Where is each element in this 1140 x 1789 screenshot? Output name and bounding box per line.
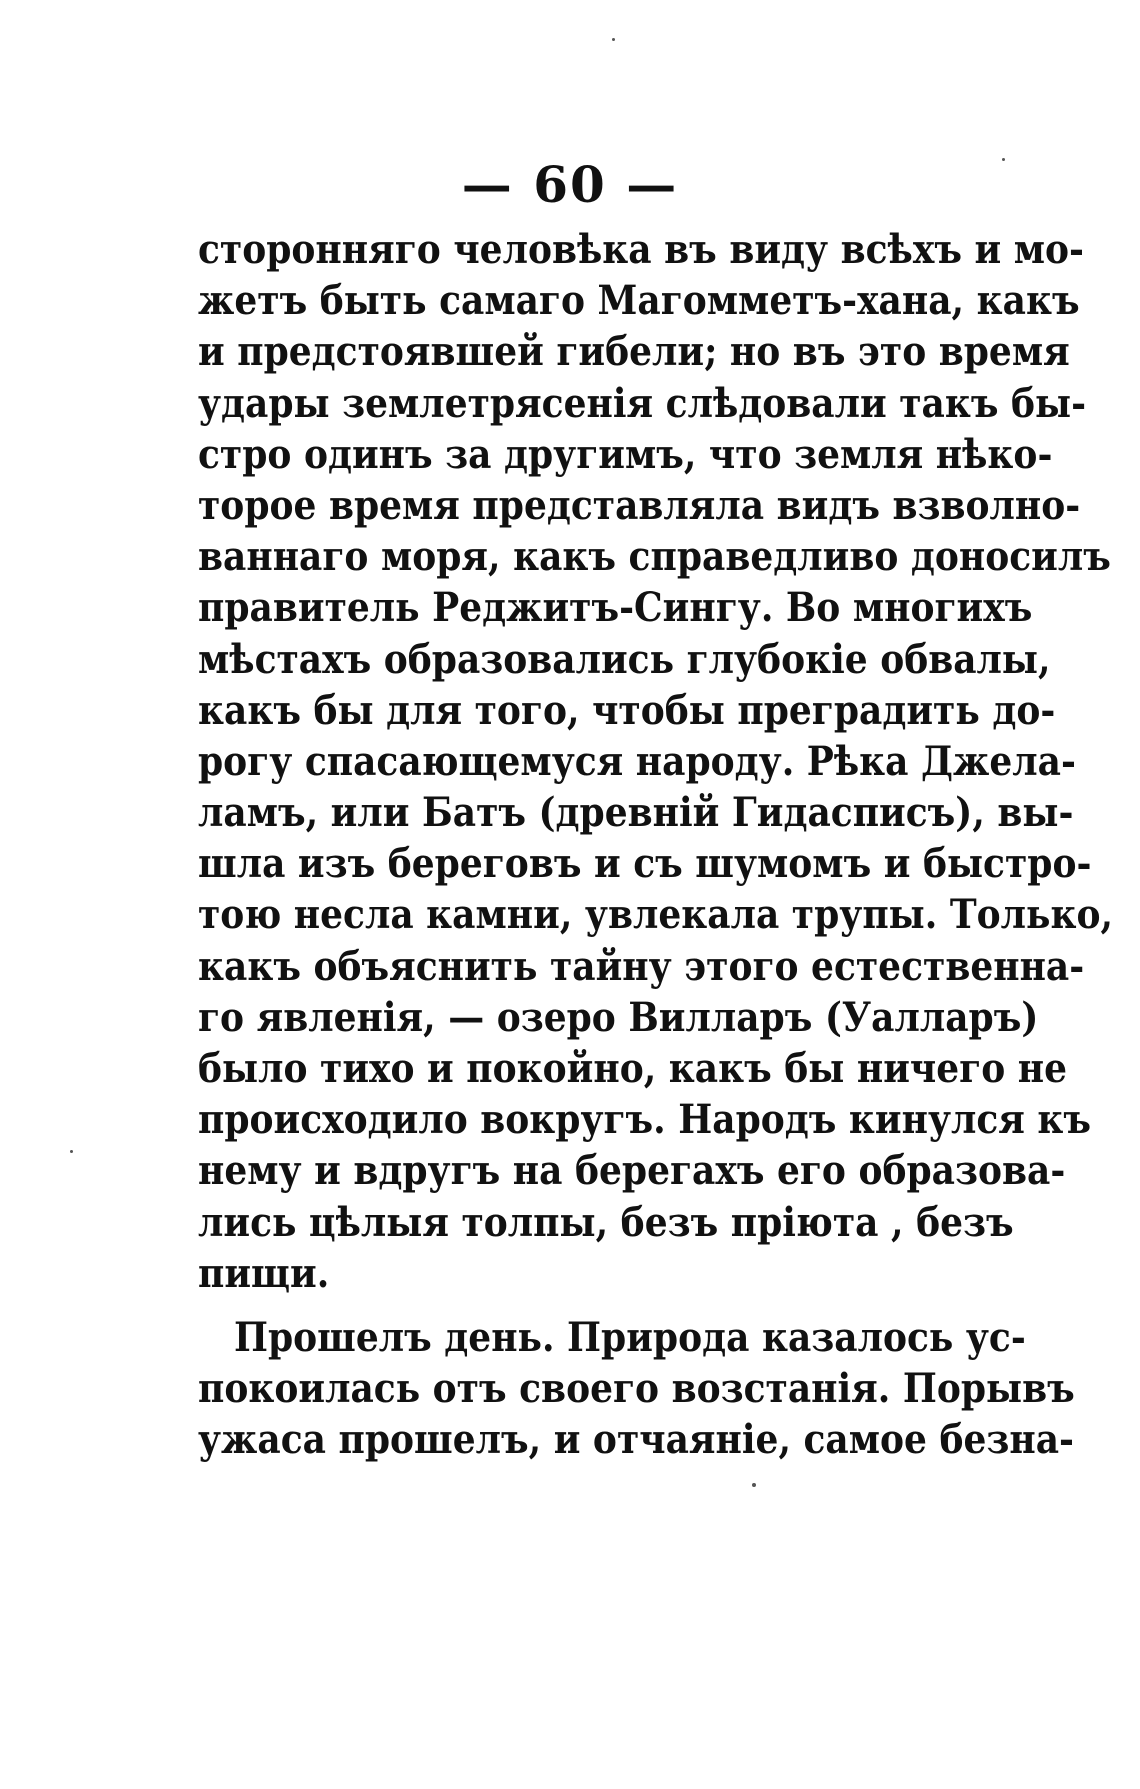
text-line: ламъ, или Батъ (древній Гидасписъ), вы- — [198, 789, 1074, 837]
text-line: правитель Реджитъ-Сингу. Во многихъ — [198, 584, 1033, 632]
text-line: стро одинъ за другимъ, что земля нѣко- — [198, 430, 1053, 478]
text-line: какъ объяснить тайну этого естественна- — [198, 942, 1085, 990]
text-line: торое время представляла видъ взволно- — [198, 481, 1081, 529]
text-line: Прошелъ день. Природа казалось ус- — [234, 1314, 1026, 1361]
page-number: — 60 — — [461, 155, 679, 214]
scan-speck — [752, 1483, 756, 1487]
text-line: стороннягo человѣка въ виду всѣхъ и мо- — [198, 226, 1084, 273]
text-line: го явленія, — озеро Вилларъ (Уалларъ) — [198, 993, 1039, 1041]
text-line: ваннаго моря, какъ справедливо доносилъ — [198, 533, 1111, 581]
text-line: тою несла камни, увлекала трупы. Только, — [198, 891, 1114, 939]
text-line: мѣстахъ образовались глубокіе обвалы, — [198, 635, 1051, 683]
paragraph-1 — [198, 224, 1114, 1299]
text-line: удары землетрясенія слѣдовали такъ бы- — [198, 379, 1087, 427]
text-line: пищи. — [198, 1249, 330, 1297]
paragraph-2 — [198, 1312, 1075, 1466]
scan-speck — [70, 1150, 73, 1153]
text-line: и предстоявшей гибели; но въ это время — [198, 328, 1070, 376]
scan-speck — [1002, 158, 1005, 161]
text-line: жетъ быть самаго Магомметъ-хана, какъ — [198, 277, 1080, 325]
text-line: нему и вдругъ на берегахъ его образова- — [198, 1147, 1066, 1195]
text-line: какъ бы для того, чтобы преградить до- — [198, 686, 1056, 734]
text-line: покоилась отъ своего возстанія. Порывъ — [198, 1365, 1075, 1413]
text-line: рогу спасающемуся народу. Рѣка Джела- — [198, 737, 1076, 785]
text-line: шла изъ береговъ и съ шумомъ и быстро- — [198, 840, 1092, 888]
text-line: было тихо и покойно, какъ бы ничего не — [198, 1045, 1068, 1092]
text-line: ужаса прошелъ, и отчаяніе, самое безна- — [198, 1416, 1074, 1464]
scan-speck — [612, 38, 615, 41]
text-line: лись цѣлыя толпы, безъ пріюта , безъ — [198, 1198, 1014, 1246]
text-line: происходило вокругъ. Народъ кинулся къ — [198, 1096, 1092, 1144]
